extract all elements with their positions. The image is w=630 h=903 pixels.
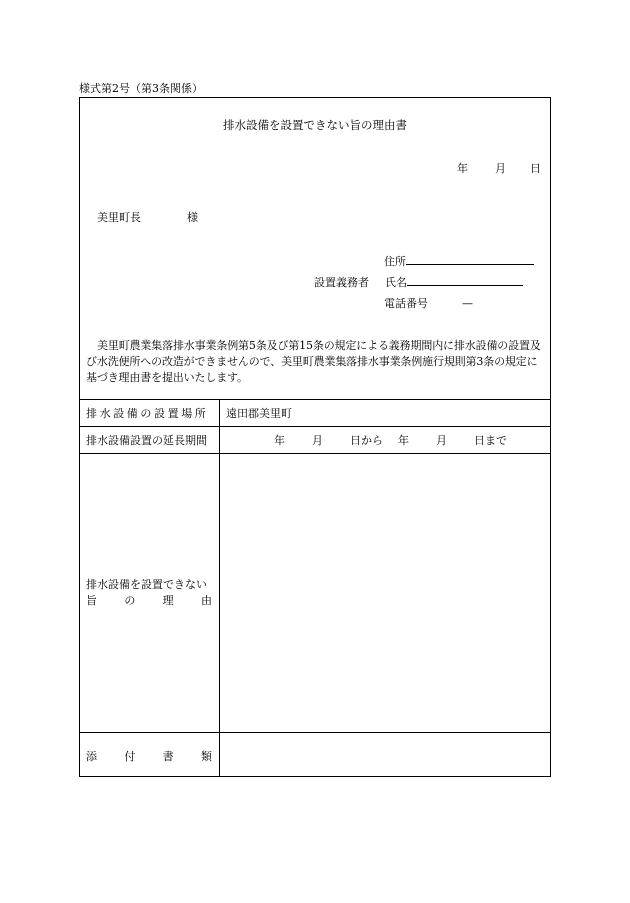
name-label: 氏名 [385, 276, 407, 289]
table-top-rule [80, 399, 550, 400]
role-label: 設置義務者 [314, 276, 369, 289]
reason-field[interactable] [220, 454, 550, 731]
date-month: 月 [495, 162, 506, 175]
period-month-from: 月 [312, 434, 323, 447]
submission-date [457, 160, 541, 176]
applicant-address-row [384, 253, 534, 269]
declaration-text: 美里町農業集落排水事業条例第5条及び第15条の規定による義務期間内に排水設備の設置及び水洗便所への改造ができませんので、美里町農業集落排水事業条例施行規則第3条の規定に基づき理由書を提出いたします。 [86, 339, 541, 384]
applicant-phone-row [384, 295, 473, 311]
address-field[interactable] [406, 254, 534, 265]
row-divider [80, 426, 550, 427]
period-day-from: 日から [350, 434, 383, 447]
attachments-label: 添 付 書 類 [86, 750, 212, 763]
period-day-to: 日まで [474, 434, 507, 447]
reason-label [80, 577, 219, 609]
phone-dash: — [462, 297, 473, 310]
addressee [97, 209, 198, 225]
date-year: 年 [457, 162, 468, 175]
date-day: 日 [530, 162, 541, 175]
name-field[interactable] [407, 275, 523, 286]
reason-label-line2: 旨 の 理 由 [86, 594, 212, 607]
applicant-name-row [314, 274, 523, 290]
form-number: 様式第2号（第3条関係） [79, 82, 203, 95]
attachments-field[interactable] [220, 733, 550, 776]
period-year-from: 年 [274, 434, 285, 447]
location-value[interactable]: 遠田郡美里町 [226, 407, 292, 420]
phone-label: 電話番号 [384, 297, 428, 310]
form-title: 排水設備を設置できない旨の理由書 [223, 118, 407, 132]
period-month-to: 月 [436, 434, 447, 447]
form-frame [79, 97, 551, 777]
address-label: 住所 [384, 255, 406, 268]
extension-period[interactable] [220, 432, 550, 448]
reason-label-line1: 排水設備を設置できない [86, 578, 207, 591]
location-label: 排水設備の設置場所 [86, 407, 209, 420]
period-year-to: 年 [398, 434, 409, 447]
addressee-suffix: 様 [187, 211, 198, 224]
addressee-name: 美里町長 [97, 211, 141, 224]
period-label: 排水設備設置の延長期間 [86, 434, 207, 447]
